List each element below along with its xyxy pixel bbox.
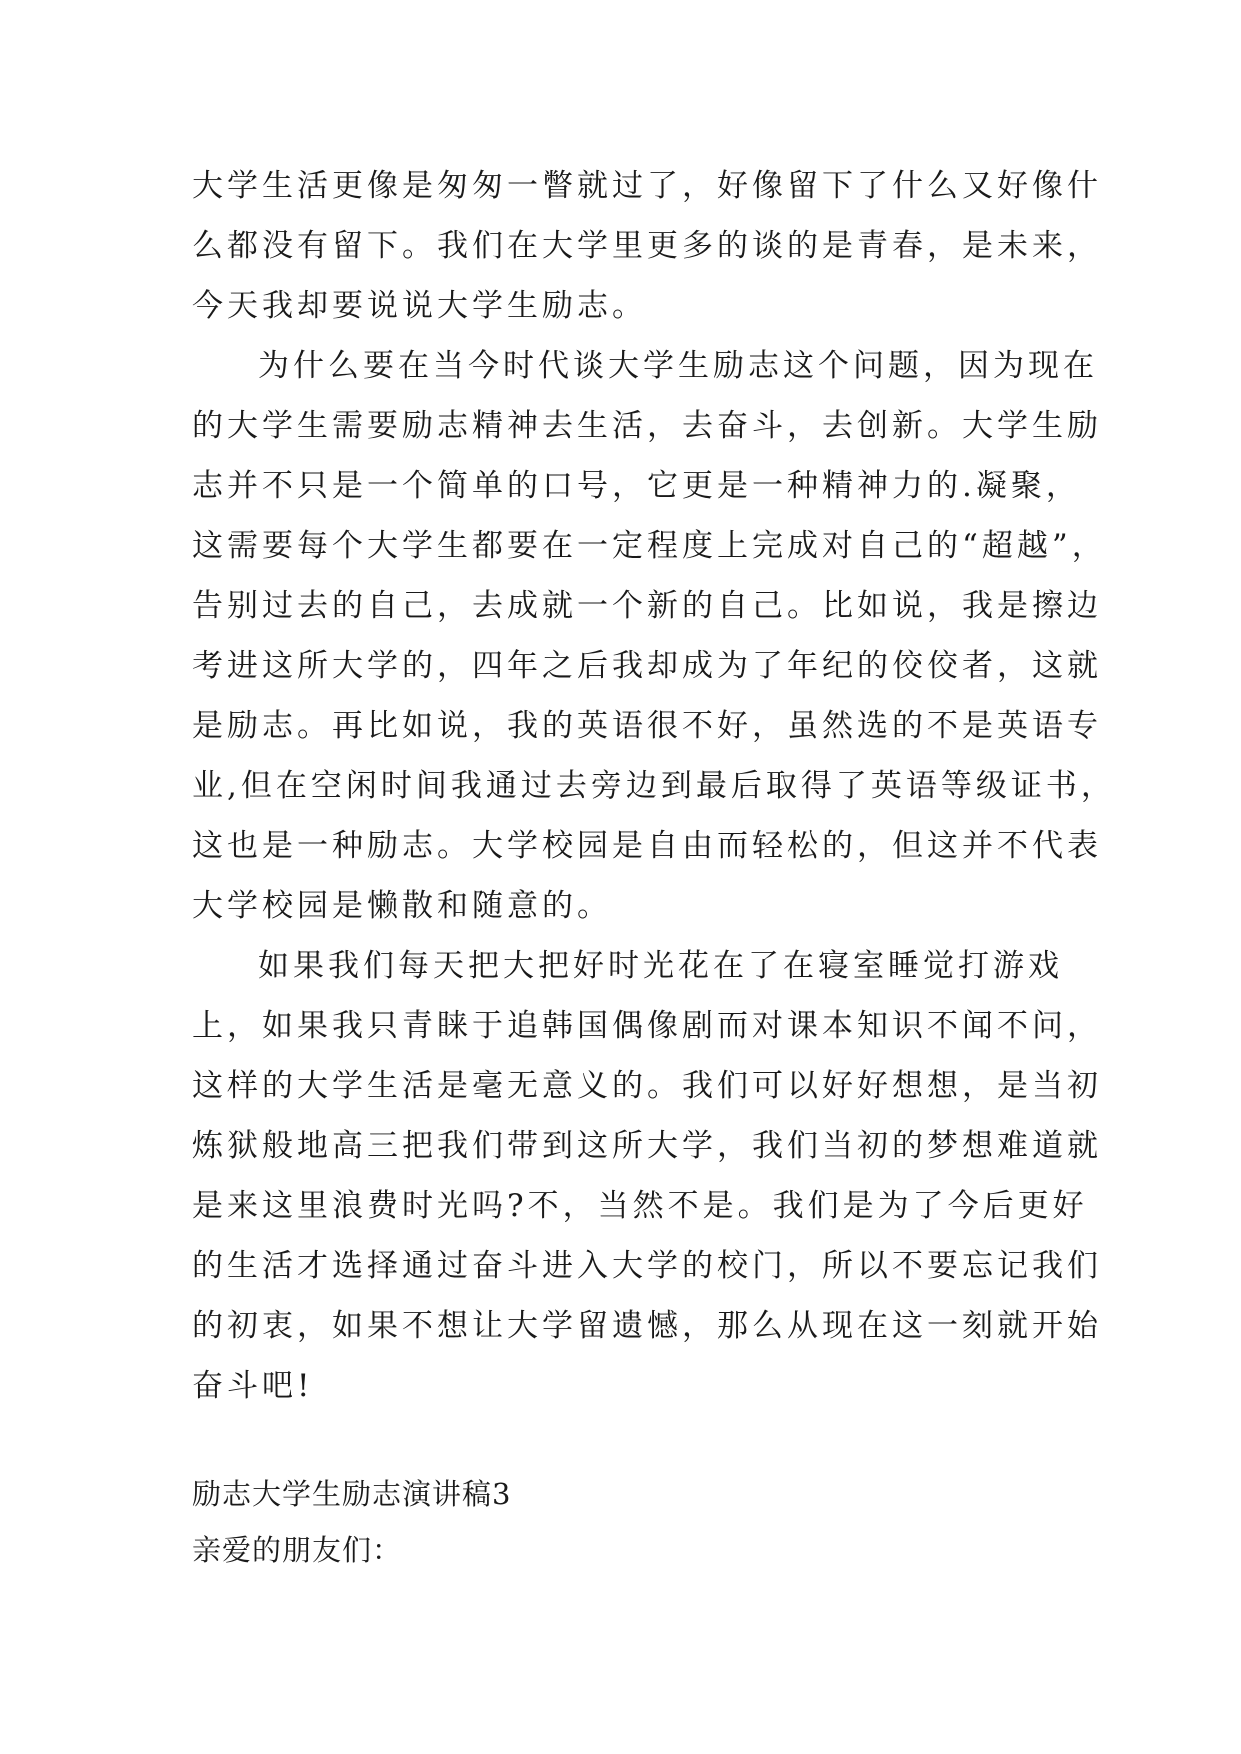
paragraph-3-line-5: 是来这里浪费时光吗?不，当然不是。我们是为了今后更好	[192, 1188, 1088, 1224]
paragraph-3-line-8: 奋斗吧!	[192, 1368, 314, 1404]
paragraph-2-line-7: 是励志。再比如说，我的英语很不好，虽然选的不是英语专	[192, 708, 1102, 744]
paragraph-1-line-3: 今天我却要说说大学生励志。	[192, 288, 647, 324]
paragraph-3-line-4: 炼狱般地高三把我们带到这所大学，我们当初的梦想难道就	[192, 1128, 1102, 1164]
paragraph-2-line-6: 考进这所大学的，四年之后我却成为了年纪的佼佼者，这就	[192, 648, 1102, 684]
paragraph-2-line-2: 的大学生需要励志精神去生活，去奋斗，去创新。大学生励	[192, 408, 1102, 444]
paragraph-3-line-2: 上，如果我只青睐于追韩国偶像剧而对课本知识不闻不问，	[192, 1008, 1102, 1044]
section-title: 励志大学生励志演讲稿3	[192, 1477, 512, 1511]
paragraph-2-line-8: 业,但在空闲时间我通过去旁边到最后取得了英语等级证书，	[192, 768, 1116, 804]
paragraph-2-line-5: 告别过去的自己，去成就一个新的自己。比如说，我是擦边	[192, 588, 1102, 624]
paragraph-1-line-1: 大学生活更像是匆匆一瞥就过了，好像留下了什么又好像什	[192, 168, 1102, 204]
paragraph-2-line-9: 这也是一种励志。大学校园是自由而轻松的，但这并不代表	[192, 828, 1102, 864]
salutation: 亲爱的朋友们：	[192, 1533, 403, 1567]
paragraph-3-line-1: 如果我们每天把大把好时光花在了在寝室睡觉打游戏	[258, 948, 1063, 984]
paragraph-3-line-6: 的生活才选择通过奋斗进入大学的校门，所以不要忘记我们	[192, 1248, 1102, 1284]
paragraph-3-line-3: 这样的大学生活是毫无意义的。我们可以好好想想，是当初	[192, 1068, 1102, 1104]
paragraph-2-line-10: 大学校园是懒散和随意的。	[192, 888, 612, 924]
paragraph-2-line-1: 为什么要在当今时代谈大学生励志这个问题，因为现在	[258, 348, 1098, 384]
paragraph-3-line-7: 的初衷，如果不想让大学留遗憾，那么从现在这一刻就开始	[192, 1308, 1102, 1344]
paragraph-1-line-2: 么都没有留下。我们在大学里更多的谈的是青春，是未来，	[192, 228, 1102, 264]
paragraph-2-line-3: 志并不只是一个简单的口号，它更是一种精神力的.凝聚，	[192, 468, 1081, 504]
paragraph-2-line-4: 这需要每个大学生都要在一定程度上完成对自己的“超越”，	[192, 528, 1107, 564]
